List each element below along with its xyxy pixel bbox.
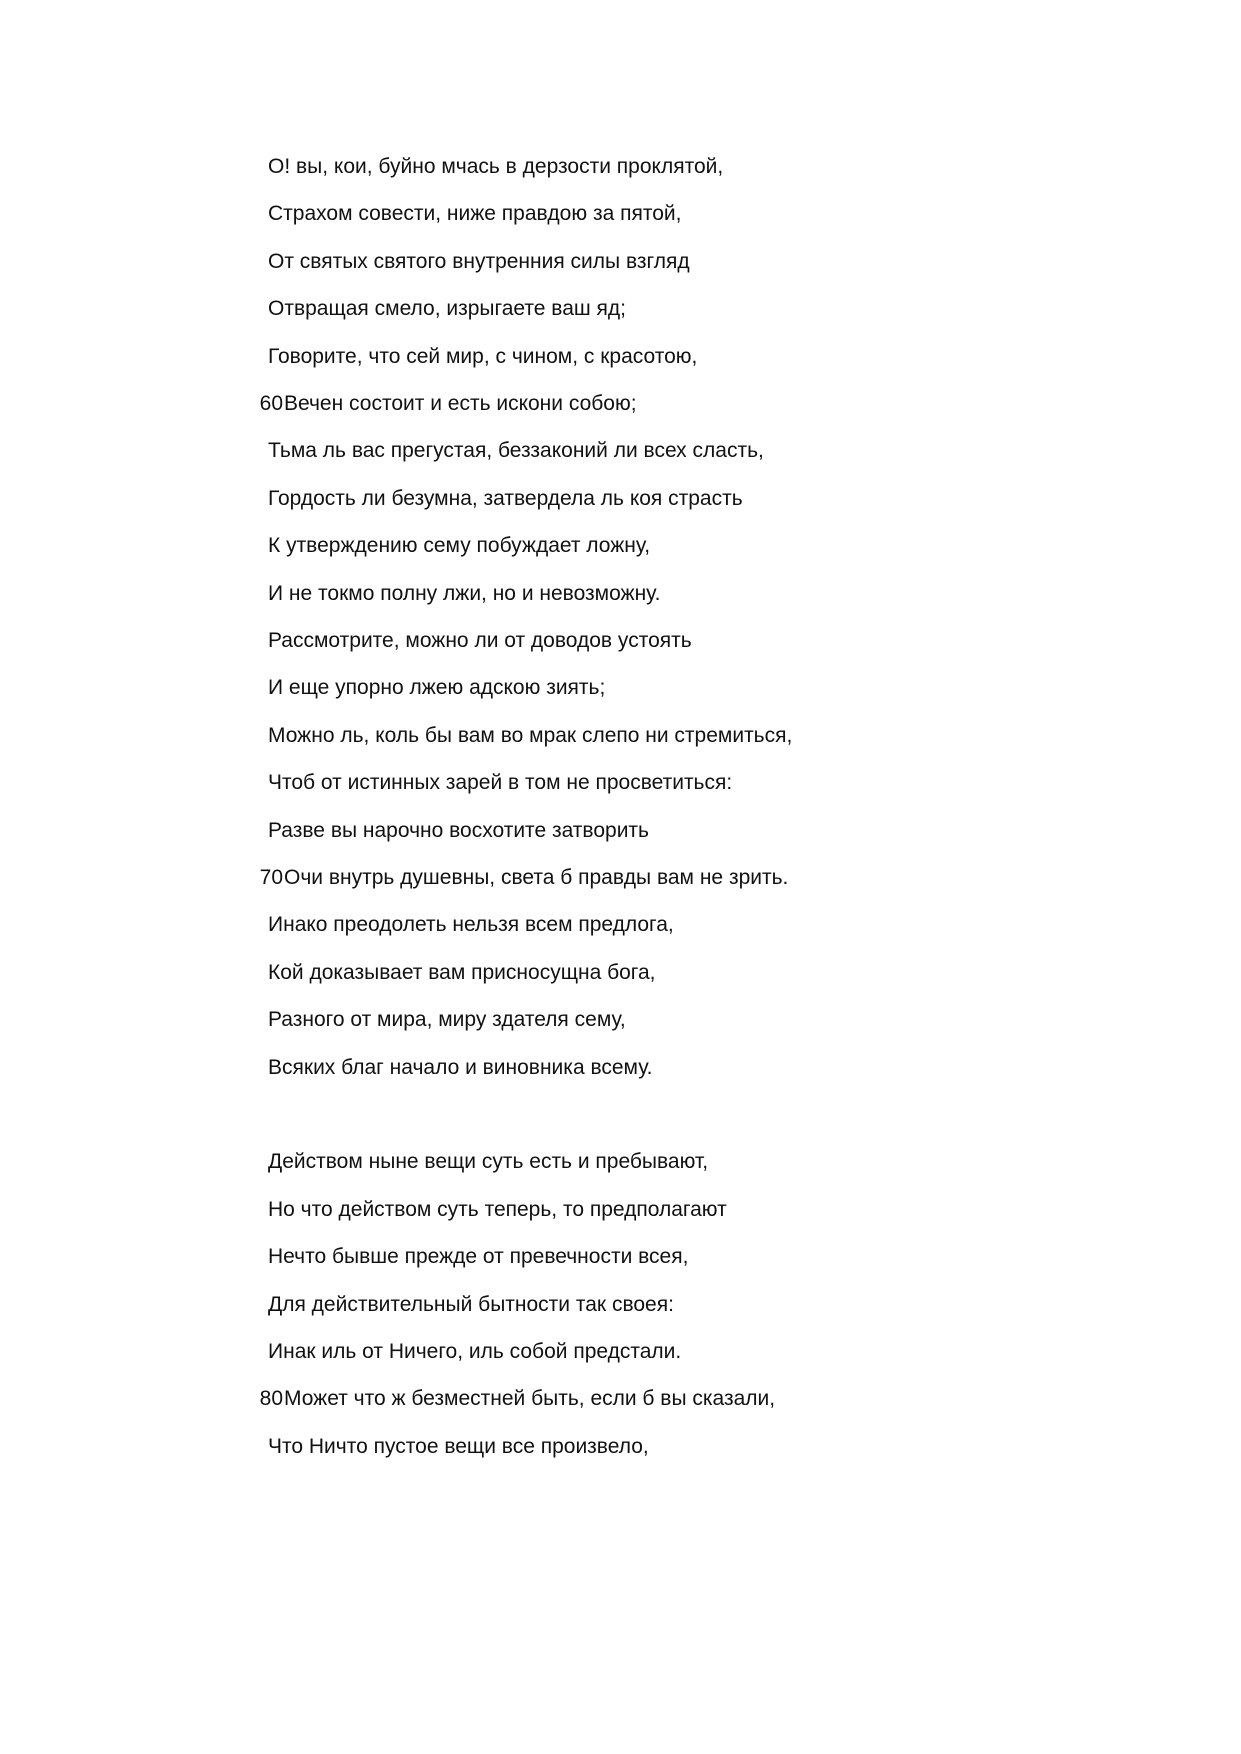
- line-number: 60: [259, 392, 283, 415]
- poem-line: [0, 1288, 1000, 1322]
- line-text: Нечто бывше прежде от превечности всея,: [268, 1245, 689, 1268]
- poem-line: [0, 292, 1000, 326]
- poem-line: [0, 956, 1000, 990]
- line-text: Отвращая смело, изрыгаете ваш яд;: [268, 297, 627, 320]
- line-text: Рассмотрите, можно ли от доводов устоять: [268, 629, 692, 652]
- line-text: Чтоб от истинных зарей в том не просветиться:: [268, 771, 733, 794]
- poem-line: [0, 340, 1000, 374]
- poem-line: [0, 434, 1000, 468]
- poem-line: [0, 671, 1000, 705]
- poem-line: [0, 1382, 1000, 1416]
- line-text: И не токмо полну лжи, но и невозможну.: [268, 582, 661, 605]
- line-text: Вечен состоит и есть искони собою;: [284, 392, 637, 415]
- poem-line: [0, 1145, 1000, 1179]
- poem-line: [0, 1335, 1000, 1369]
- line-text: Что Ничто пустое вещи все произвело,: [268, 1435, 649, 1458]
- line-number: 70: [259, 866, 283, 889]
- poem-line: [0, 624, 1000, 658]
- line-text: Действом ныне вещи суть есть и пребывают,: [268, 1150, 709, 1173]
- poem-line: [0, 1240, 1000, 1274]
- line-text: Инако преодолеть нельзя всем предлога,: [268, 913, 674, 936]
- line-text: Тьма ль вас прегустая, беззаконий ли всех сласть,: [268, 439, 764, 462]
- line-text: От святых святого внутренния силы взгляд: [268, 250, 690, 273]
- poem-line: [0, 719, 1000, 753]
- line-text: Всяких благ начало и виновника всему.: [268, 1056, 653, 1079]
- line-text: И еще упорно лжею адскою зиять;: [268, 676, 606, 699]
- line-text: Говорите, что сей мир, с чином, с красотою,: [268, 345, 698, 368]
- line-text: О! вы, кои, буйно мчась в дерзости проклятой,: [268, 155, 724, 178]
- poem-line: [0, 861, 1000, 895]
- poem-line: [0, 814, 1000, 848]
- poem-line: [0, 1193, 1000, 1227]
- poem-line: [0, 908, 1000, 942]
- line-number: 80: [259, 1387, 283, 1410]
- line-text: Но что действом суть теперь, то предполагают: [268, 1198, 727, 1221]
- line-text: К утверждению сему побуждает ложну,: [268, 534, 651, 557]
- line-text: Может что ж безместней быть, если б вы сказали,: [284, 1387, 776, 1410]
- line-text: Инак иль от Ничего, иль собой предстали.: [268, 1340, 682, 1363]
- poem-line: [0, 1051, 1000, 1085]
- line-text: Гордость ли безумна, затвердела ль коя страсть: [268, 487, 743, 510]
- line-text: Очи внутрь душевны, света б правды вам не зрить.: [284, 866, 789, 889]
- poem-line: [0, 1430, 1000, 1464]
- poem-line: [0, 150, 1000, 184]
- poem-line: [0, 197, 1000, 231]
- poem-line: [0, 245, 1000, 279]
- line-text: Разве вы нарочно восхотите затворить: [268, 819, 649, 842]
- line-text: Можно ль, коль бы вам во мрак слепо ни стремиться,: [268, 724, 793, 747]
- line-text: Страхом совести, ниже правдою за пятой,: [268, 202, 682, 225]
- line-text: Разного от мира, миру здателя сему,: [268, 1008, 626, 1031]
- poem-line: [0, 482, 1000, 516]
- poem-line: [0, 529, 1000, 563]
- poem-line: [0, 577, 1000, 611]
- poem-line: [0, 766, 1000, 800]
- poem-line: [0, 387, 1000, 421]
- poem-line: [0, 1003, 1000, 1037]
- line-text: Кой доказывает вам присносущна бога,: [268, 961, 656, 984]
- line-text: Для действительный бытности так своея:: [268, 1293, 674, 1316]
